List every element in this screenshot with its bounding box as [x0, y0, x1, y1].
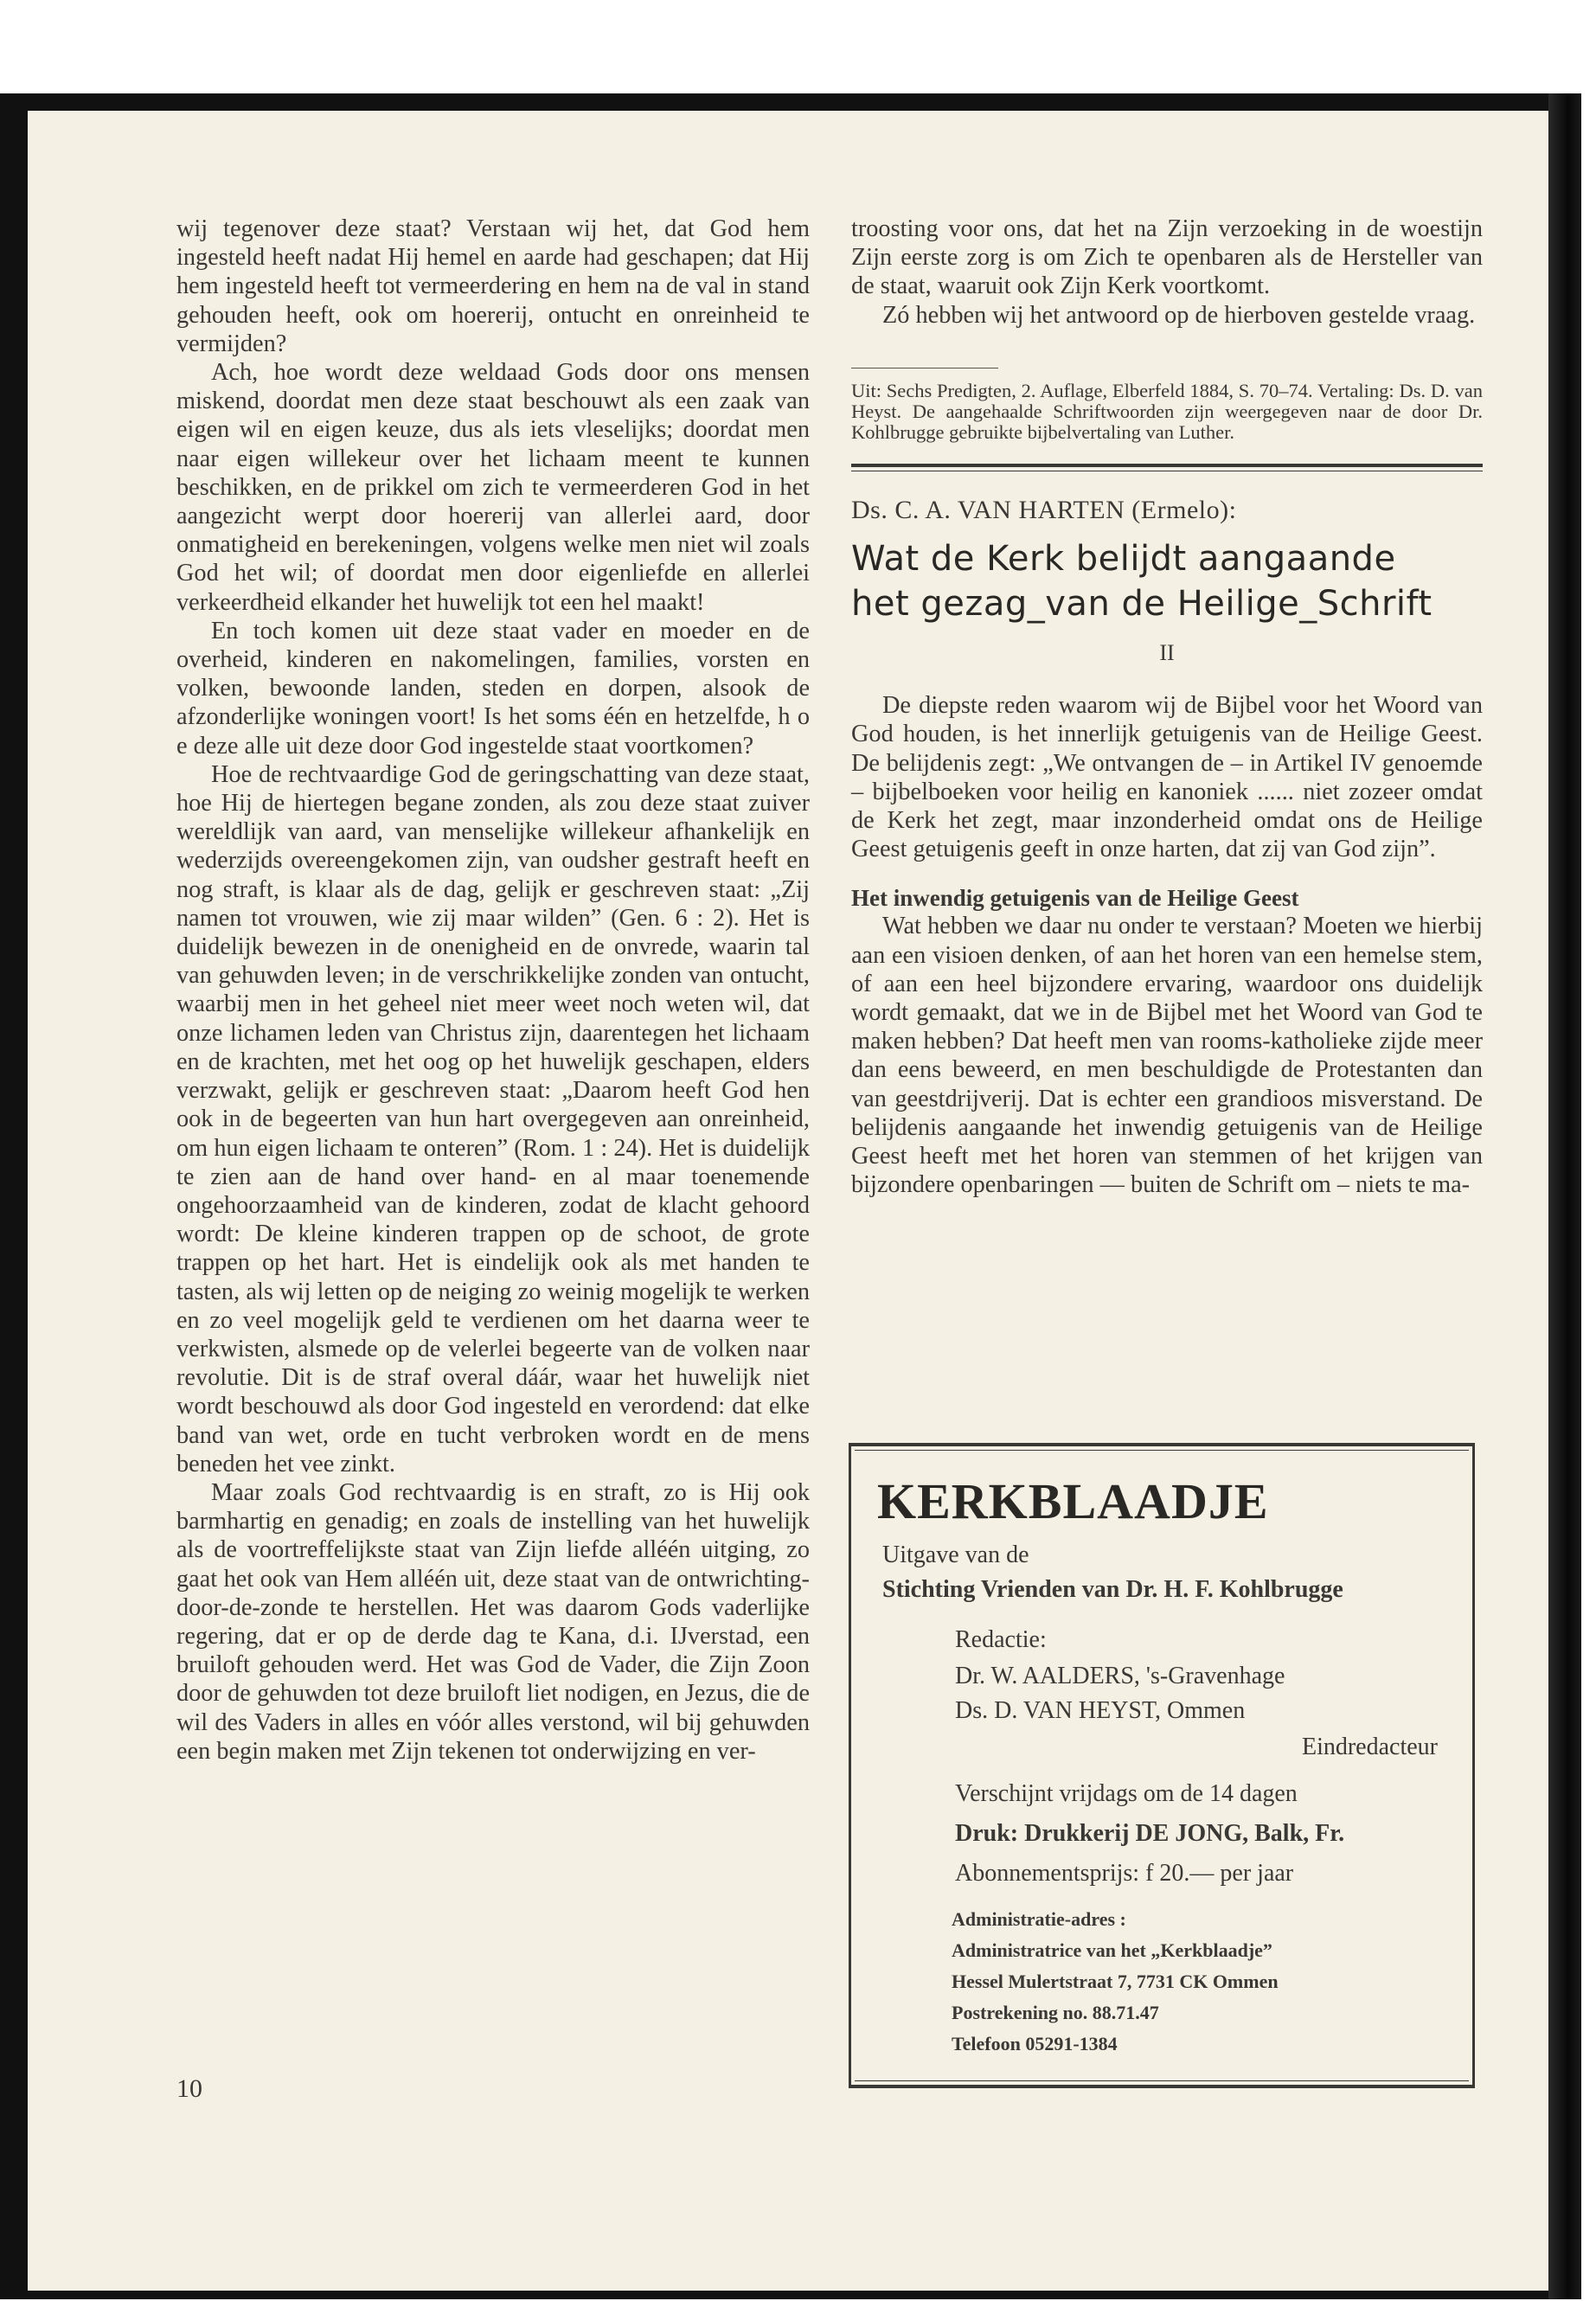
kerkblaadje-telefoon: Telefoon 05291-1384: [952, 2033, 1118, 2054]
right-intro-paragraph-1: troosting voor ons, dat het na Zijn verzoeking in de woestijn Zijn eerste zorg is om Zich te openbaren als de Hersteller van de staat, waaruit ook Zijn Kerk voortkomt.: [851, 215, 1483, 300]
article-part-number: II: [1159, 640, 1175, 666]
article-rule-thick: [851, 464, 1483, 467]
kerkblaadje-editor-2: Ds. D. VAN HEYST, Ommen: [955, 1697, 1246, 1724]
article-title-line-1: Wat de Kerk belijdt aangaande: [851, 539, 1396, 580]
kerkblaadje-title: KERKBLAADJE: [877, 1473, 1269, 1529]
kerkblaadje-editor-1: Dr. W. AALDERS, 's-Gravenhage: [955, 1663, 1285, 1689]
article-paragraph-2: Wat hebben we daar nu onder te verstaan? Moeten we hierbij aan een visioen denken, of aan het horen van een hemelse stem, of aan een heel bijzondere ervaring, waardoor ons duidelijk wordt gemaakt, dat we in de Bijbel met het Woord van God te maken hebben? Dat heeft men van rooms-katholieke zijde meer dan eens beweerd, en men beschuldigde de Protestanten dan van geestdrijverij. Dat is echter een grandioos misverstand. De belijdenis aangaande het inwendig getuigenis van de Heilige Geest heeft met het horen van stemmen of het krijgen van bijzondere openbaringen — buiten de Schrift om – niets te ma-: [851, 913, 1483, 1199]
left-paragraph-4: Hoe de rechtvaardige God de geringschatting van deze staat, hoe Hij de hiertegen begane zonden, als zou deze staat zuiver wereldlijk van aard, van menselijke willekeur afhankelijk en wederzijds overeengekomen zijn, van oudsher gestraft heeft en nog straft, is klaar als de dag, gelijk er geschreven staat: „Zij namen tot vrouwen, wie zij maar wilden” (Gen. 6 : 2). Het is duidelijk bewezen in de onenigheid en de onvrede, waarin tal van gehuwden leven; in de verschrikkelijke zonden van ontucht, waarbij men in het geheel niet meer weet noch weten wil, dat onze lichamen leden van Christus zijn, daarentegen het lichaam en de krachten, met het oog op het huwelijk geschapen, elders verzwakt, gelijk er geschreven staat: „Daarom heeft God hen ook in de begeerten van hun hart overgegeven aan onreinheid, om hun eigen lichaam te onteren” (Rom. 1 : 24). Het is duidelijk te zien aan de hand over hand- en al maar toenemende ongehoorzaamheid van de kinderen, zodat de klacht gehoord wordt: De kleine kinderen trappen op de schoot, de grote trappen op het hart. Het is eindelijk ook als met handen te tasten, als wij letten op de neiging zo weinig mogelijk te werken en zo veel mogelijk geld te verdienen om het daarna weer te verkwisten, alsmede op de velerlei begeerte van de volken naar revolutie. Dit is de straf overal dáár, waar het huwelijk niet wordt beschouwd als door God ingesteld en verordend: dat elke band van wet, orde en tucht verbroken wordt en de mens beneden het vee zinkt.: [176, 760, 810, 1477]
kerkblaadje-admin-address: Hessel Mulertstraat 7, 7731 CK Ommen: [952, 1971, 1279, 1992]
source-divider: [851, 368, 998, 381]
kerkblaadje-stichting: Stichting Vrienden van Dr. H. F. Kohlbrugge: [882, 1576, 1343, 1603]
kerkblaadje-postrekening: Postrekening no. 88.71.47: [952, 2002, 1159, 2023]
left-paragraph-3: En toch komen uit deze staat vader en moeder en de overheid, kinderen en nakomelingen, families, vorsten en volken, bewoonde landen, steden en dorpen, alsook de afzonderlijke woningen voort! Is het soms één en hetzelfde, h o e deze alle uit deze door God ingestelde staat voortkomen?: [176, 617, 810, 760]
book-spine: [1548, 93, 1581, 2299]
article-paragraph-1: De diepste reden waarom wij de Bijbel voor het Woord van God houden, is het innerlijk getuigenis van de Heilige Geest. De belijdenis zegt: „We ontvangen de – in Artikel IV genoemde – bijbelboeken voor heilig en kanoniek ...... niet zozeer omdat de Kerk het zegt, maar inzonderheid omdat ons de Heilige Geest getuigenis geeft in onze harten, dat zij van God zijn”.: [851, 692, 1483, 863]
left-paragraph-5: Maar zoals God rechtvaardig is en straft, zo is Hij ook barmhartig en genadig; en zoals de instelling van het huwelijk als de voortreffelijkste staat van Zijn liefde alléén uitging, zo gaat het ook van Hem alléén uit, deze staat van de ontwrichting-door-de-zonde te herstellen. Het was daarom Gods vaderlijke regering, dat er op de derde dag te Kana, d.i. IJverstad, een bruiloft gehouden werd. Het was God de Vader, die Zijn Zoon door de gehuwden tot deze bruiloft liet nodigen, en Jezus, die de wil des Vaders in alles en vóór alles verstond, wil bij gehuwden een begin maken met Zijn tekenen tot onderwijzing en ver-: [176, 1478, 810, 1765]
left-paragraph-1: wij tegenover deze staat? Verstaan wij het, dat God hem ingesteld heeft nadat Hij hemel en aarde had geschapen; dat Hij hem ingesteld heeft tot vermeerdering en hem na de val in stand gehouden heeft, ook om hoererij, ontucht en onreinheid te vermijden?: [176, 215, 810, 357]
left-column: [176, 215, 810, 1766]
kerkblaadje-admin-name: Administratrice van het „Kerkblaadje”: [952, 1939, 1272, 1961]
kerkblaadje-druk: Druk: Drukkerij DE JONG, Balk, Fr.: [955, 1820, 1345, 1847]
right-column: [851, 215, 1483, 1199]
kerkblaadje-admin-label: Administratie-adres :: [952, 1908, 1126, 1930]
article-title-line-2: het gezag_van de Heilige_Schrift: [851, 584, 1433, 625]
kerkblaadje-verschijnt: Verschijnt vrijdags om de 14 dagen: [955, 1780, 1298, 1807]
kerkblaadje-eindredacteur: Eindredacteur: [1301, 1734, 1438, 1760]
article-subheading: Het inwendig getuigenis van de Heilige Geest: [851, 885, 1299, 912]
source-note: Uit: Sechs Predigten, 2. Auflage, Elberfeld 1884, S. 70–74. Vertaling: Ds. D. van Heyst. De aangehaalde Schriftwoorden zijn weergegeven naar de door Dr. Kohlbrugge gebruikte bijbelvertaling van Luther.: [851, 379, 1483, 443]
kerkblaadje-abonnement: Abonnementsprijs: f 20.— per jaar: [955, 1860, 1294, 1887]
article-author: Ds. C. A. VAN HARTEN (Ermelo):: [851, 495, 1237, 524]
kerkblaadje-redactie-label: Redactie:: [955, 1626, 1047, 1653]
right-intro-paragraph-2: Zó hebben wij het antwoord op de hierboven gestelde vraag.: [882, 301, 1476, 329]
kerkblaadje-uitgave: Uitgave van de: [882, 1541, 1029, 1568]
page-number: 10: [176, 2074, 202, 2103]
left-paragraph-2: Ach, hoe wordt deze weldaad Gods door ons mensen miskend, doordat men deze staat beschouwt als een zaak van eigen wil en eigen keuze, dus als iets vleselijks; doordat men naar eigen willekeur over het lichaam meent te kunnen beschikken, en de prikkel om zich te vermeerderen God in het aangezicht werpt door hoererij van allerlei aard, door onmatigheid en berekeningen, volgens welke men niet wil zoals God het wil; of doordat men door eigenliefde en allerlei verkeerdheid elkander het huwelijk tot een hel maakt!: [176, 359, 810, 616]
kerkblaadje-box: [849, 1443, 1475, 2088]
